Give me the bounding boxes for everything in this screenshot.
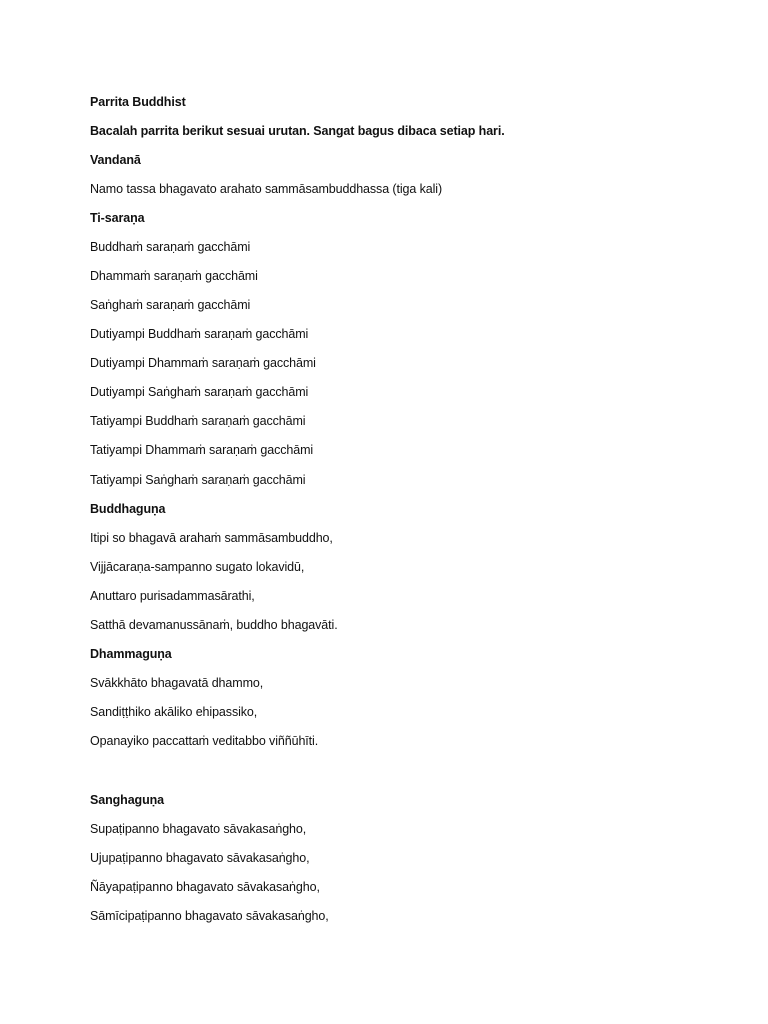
buddhaguna-line: Satthā devamanussānaṁ, buddho bhagavāti. xyxy=(90,618,338,632)
tisarana-line: Dutiyampi Buddhaṁ saraṇaṁ gacchāmi xyxy=(90,327,309,341)
vandana-line: Namo tassa bhagavato arahato sammāsambuddhassa (tiga kali) xyxy=(90,182,443,196)
tisarana-line: Tatiyampi Buddhaṁ saraṇaṁ gacchāmi xyxy=(90,414,306,428)
document-title: Parrita Buddhist xyxy=(90,95,186,109)
section-heading-vandana: Vandanā xyxy=(90,153,141,167)
sanghaguna-line: Sāmīcipaṭipanno bhagavato sāvakasaṅgho, xyxy=(90,909,329,923)
section-heading-tisarana: Ti-saraṇa xyxy=(90,211,145,225)
buddhaguna-line: Vijjācaraṇa-sampanno sugato lokavidū, xyxy=(90,560,305,574)
section-heading-sanghaguna: Sanghaguṇa xyxy=(90,793,165,807)
buddhaguna-line: Anuttaro purisadammasārathi, xyxy=(90,589,255,603)
tisarana-line: Dutiyampi Saṅghaṁ saraṇaṁ gacchāmi xyxy=(90,385,309,399)
sanghaguna-line: Supaṭipanno bhagavato sāvakasaṅgho, xyxy=(90,822,307,836)
sanghaguna-line: Ñāyapaṭipanno bhagavato sāvakasaṅgho, xyxy=(90,880,320,894)
tisarana-line: Dhammaṁ saraṇaṁ gacchāmi xyxy=(90,269,258,283)
buddhaguna-line: Itipi so bhagavā arahaṁ sammāsambuddho, xyxy=(90,531,333,545)
tisarana-line: Saṅghaṁ saraṇaṁ gacchāmi xyxy=(90,298,251,312)
intro-text: Bacalah parrita berikut sesuai urutan. Sangat bagus dibaca setiap hari. xyxy=(90,124,505,138)
tisarana-line: Tatiyampi Dhammaṁ saraṇaṁ gacchāmi xyxy=(90,443,314,457)
dhammaguna-line: Opanayiko paccattaṁ veditabbo viññūhīti. xyxy=(90,734,319,748)
section-heading-dhammaguna: Dhammaguṇa xyxy=(90,647,172,661)
tisarana-line: Dutiyampi Dhammaṁ saraṇaṁ gacchāmi xyxy=(90,356,316,370)
tisarana-line: Tatiyampi Saṅghaṁ saraṇaṁ gacchāmi xyxy=(90,473,306,487)
sanghaguna-line: Ujupaṭipanno bhagavato sāvakasaṅgho, xyxy=(90,851,310,865)
dhammaguna-line: Svākkhāto bhagavatā dhammo, xyxy=(90,676,264,690)
tisarana-line: Buddhaṁ saraṇaṁ gacchāmi xyxy=(90,240,251,254)
dhammaguna-line: Sandiṭṭhiko akāliko ehipassiko, xyxy=(90,705,258,719)
section-heading-buddhaguna: Buddhaguṇa xyxy=(90,502,166,516)
